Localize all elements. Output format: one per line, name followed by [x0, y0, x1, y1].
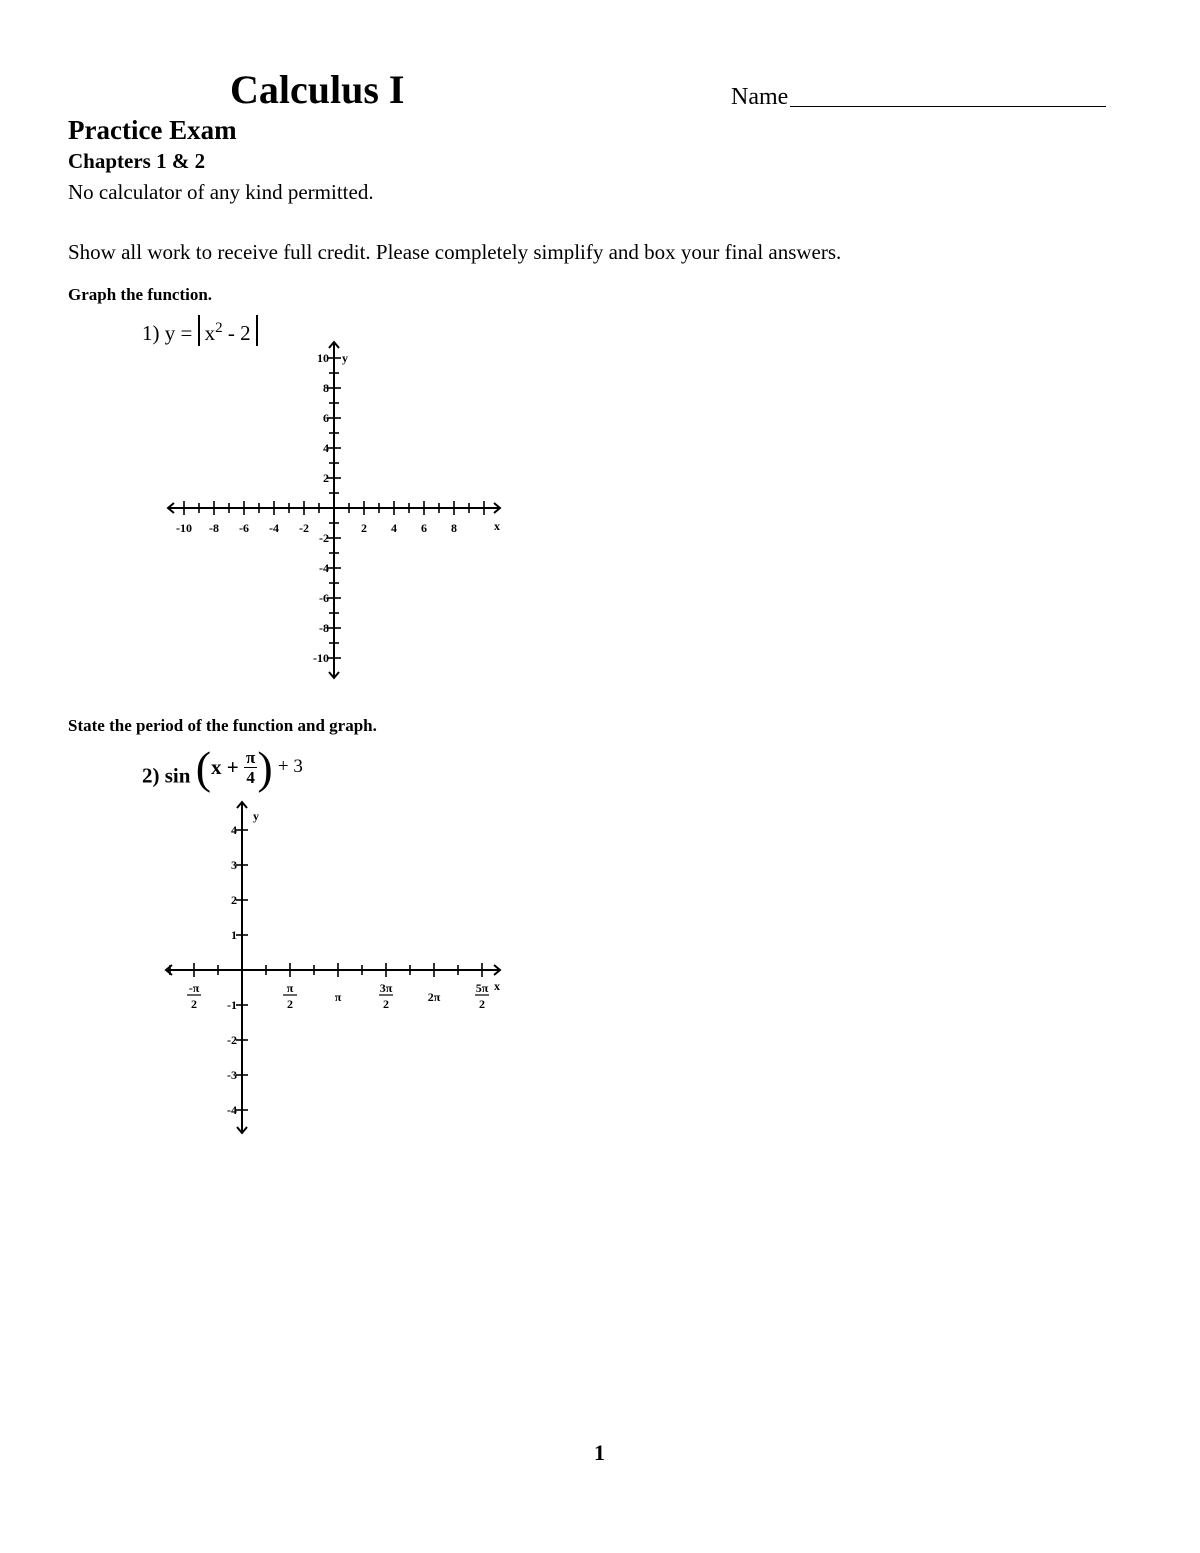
graph-2-y-tick-label: 1 — [231, 928, 237, 942]
question-1-prompt: Graph the function. — [68, 285, 213, 304]
graph-2-x-tick-numerator: -π — [188, 981, 200, 995]
fraction — [244, 748, 257, 787]
graph-2-y-tick-label: -1 — [227, 998, 237, 1012]
graph-1-y-tick-label: -8 — [319, 621, 329, 635]
graph-2-x-tick-denominator: 2 — [287, 997, 293, 1011]
graph-2-y-tick-label: -4 — [227, 1103, 237, 1117]
graph-2-x-tick-numerator: 3π — [379, 981, 393, 995]
question-1-number: 1) — [142, 321, 160, 345]
graph-1-y-tick-label: 6 — [323, 411, 329, 425]
graph-2-x-tick-numerator: 5π — [475, 981, 489, 995]
graph-2-x-tick-denominator: 2 — [191, 997, 197, 1011]
equation-rest: + 3 — [277, 756, 303, 778]
graph-2-x-tick-denominator: 2 — [383, 997, 389, 1011]
graph-1-y-tick-label: -2 — [319, 531, 329, 545]
graph-1-y-tick-label: -6 — [319, 591, 329, 605]
graph-1-x-tick-label: 2 — [361, 521, 367, 535]
graph-1-x-tick-label: -10 — [176, 521, 192, 535]
graph-2-y-tick-label: 3 — [231, 858, 237, 872]
graph-1-x-tick-label: -2 — [299, 521, 309, 535]
graph-1-x-tick-label: -8 — [209, 521, 219, 535]
graph-1-y-label: y — [342, 351, 348, 365]
equation-exponent: 2 — [215, 320, 223, 336]
graph-1-y-tick-label: 8 — [323, 381, 329, 395]
graph-2-x-tick-denominator: 2 — [479, 997, 485, 1011]
graph-1-x-tick-label: -4 — [269, 521, 279, 535]
graph-1-x-tick-label: 4 — [391, 521, 397, 535]
question-2-prompt: State the period of the function and graph. — [68, 716, 377, 735]
right-paren: ) — [257, 742, 273, 793]
graph-1-y-tick-label: 10 — [317, 351, 329, 365]
calculator-note: No calculator of any kind permitted. — [68, 180, 374, 204]
question-2-number: 2) — [142, 763, 160, 788]
equation-rest: - 2 — [222, 321, 251, 345]
graph-2-y-tick-label: 4 — [231, 823, 237, 837]
graph-1-y-tick-label: -10 — [313, 651, 329, 665]
equation-func: sin — [164, 763, 191, 788]
left-paren: ( — [195, 742, 212, 793]
graph-1-x-label: x — [494, 519, 500, 533]
equation-lhs: y = — [164, 321, 193, 345]
graph-2-x-tick-numerator: π — [286, 981, 294, 995]
graph-1-y-tick-label: 2 — [323, 471, 329, 485]
graph-2-x-tick-label: π — [334, 990, 342, 1004]
graph-2-y-tick-label: -2 — [227, 1033, 237, 1047]
graph-1-x-tick-label: 8 — [451, 521, 457, 535]
graph-2-y-tick-label: -3 — [227, 1068, 237, 1082]
page-number: 1 — [594, 1440, 605, 1465]
graph-1-x-tick-label: -6 — [239, 521, 249, 535]
parenthesized-argument — [196, 741, 273, 794]
graph-1-y-tick-label: -4 — [319, 561, 329, 575]
graph-2-x-tick-label: 2π — [427, 990, 441, 1004]
equation-inner: x + — [211, 755, 239, 779]
instructions: Show all work to receive full credit. Please completely simplify and box your final answers. — [68, 240, 842, 264]
graph-2-x-label: x — [494, 979, 500, 993]
graph-2-y-tick-label: 2 — [231, 893, 237, 907]
name-label: Name — [731, 84, 789, 110]
page-title: Calculus I — [230, 67, 405, 112]
chapters-heading: Chapters 1 & 2 — [68, 149, 206, 173]
graph-2-y-label: y — [253, 809, 259, 823]
graph-1-x-tick-label: 6 — [421, 521, 427, 535]
fraction-numerator: π — [245, 748, 256, 767]
exam-subtitle: Practice Exam — [68, 115, 237, 145]
fraction-denominator: 4 — [246, 768, 255, 787]
equation-inner: x — [204, 321, 216, 345]
graph-1-y-tick-label: 4 — [323, 441, 329, 455]
question-2-equation — [142, 742, 303, 804]
